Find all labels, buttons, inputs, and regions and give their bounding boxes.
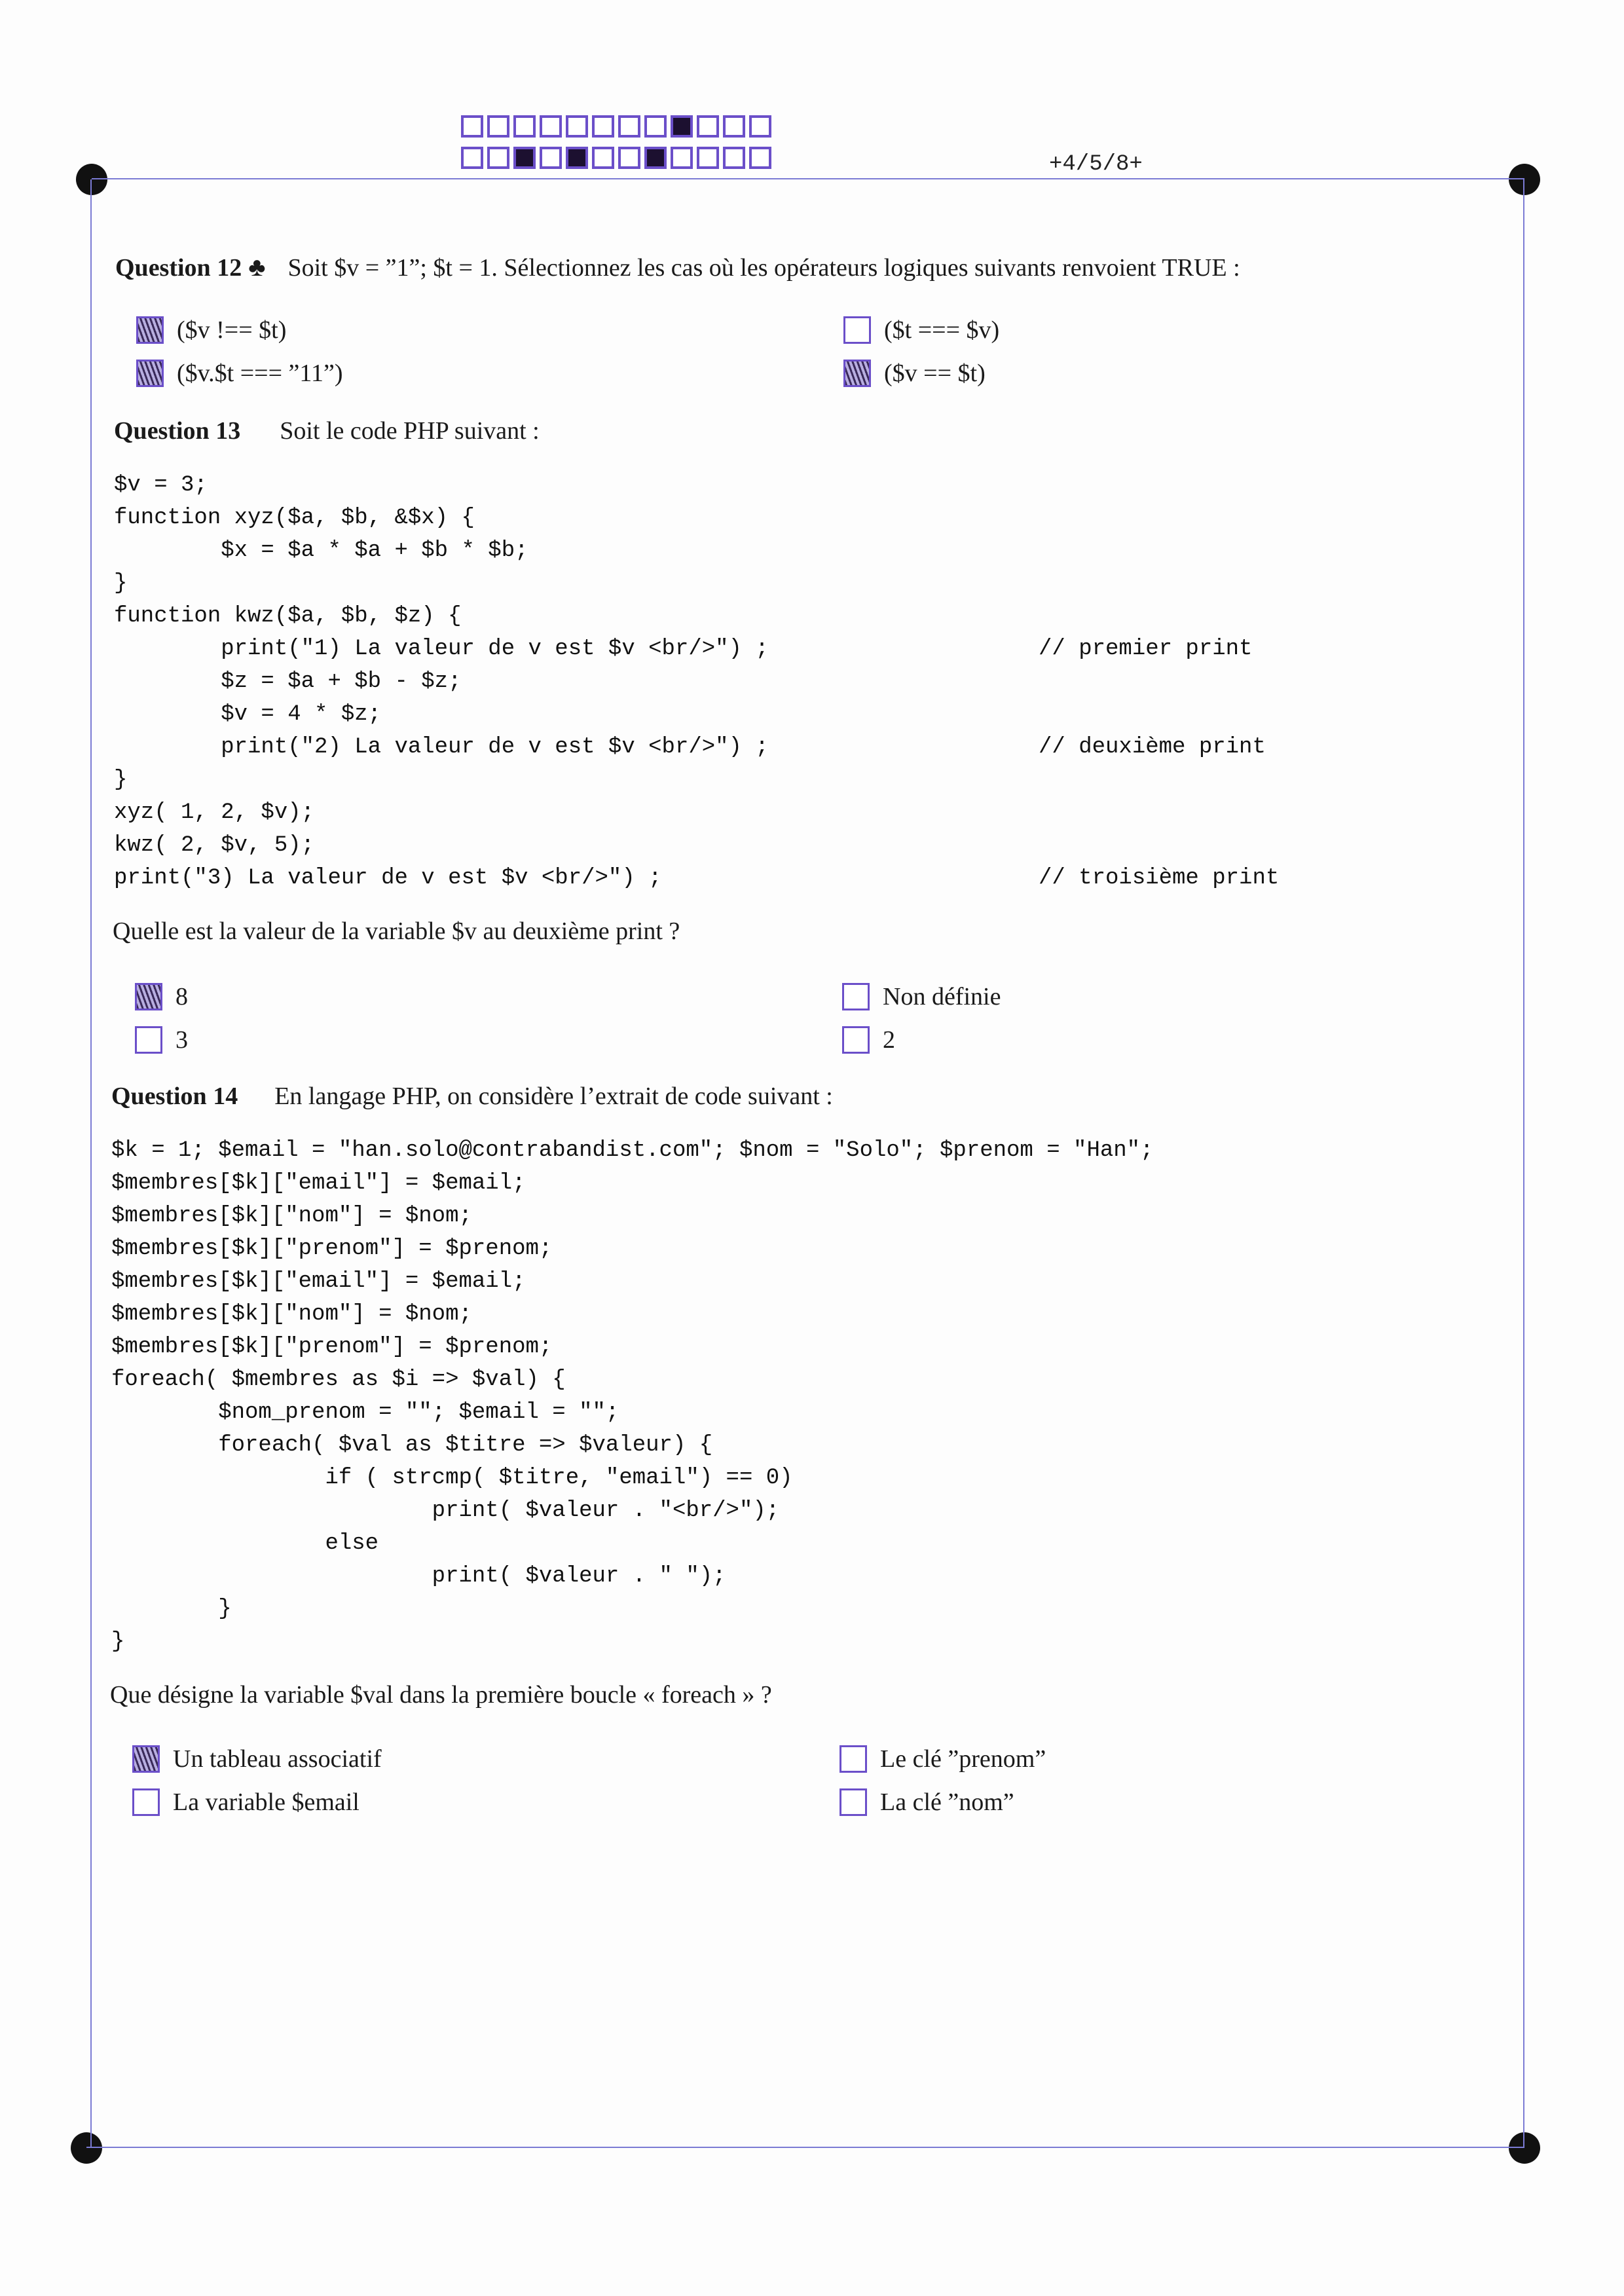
id-grid-cell — [592, 147, 614, 169]
frame-bottom — [86, 2147, 1524, 2148]
q14-option-1[interactable] — [132, 1745, 382, 1773]
q14-prompt: En langage PHP, on considère l’extrait de code suivant : — [274, 1083, 833, 1110]
corner-mark-top-left — [76, 164, 107, 195]
id-grid-cell — [592, 115, 614, 138]
id-grid-cell — [644, 115, 667, 138]
id-grid-cell — [749, 115, 771, 138]
code-comment: // troisième print — [1039, 866, 1280, 891]
q13-header — [114, 417, 540, 445]
checkbox[interactable] — [840, 1788, 867, 1816]
q14-code-block: $k = 1; $email = "han.solo@contrabandist.com"; $nom = "Solo"; $prenom = "Han"; $membres[$k]["email"] = $email; $membres[$k]["nom"] = $nom; $membres[$k]["prenom"] = $prenom; $membres[$k]["email"] = $email; $membres[$k]["nom"] = $nom; $membres[$k]["prenom"] = $prenom; foreach( $membres as $i => $val) { $nom_prenom = ""; $email = ""; foreach( $val as $titre => $valeur) { if ( strcmp( $titre, "email") == 0) print( $valeur . "<br/>"); else print( $valeur . " "); } } — [111, 1138, 1154, 1654]
page-code: +4/5/8+ — [1049, 152, 1143, 177]
corner-mark-bottom-left — [71, 2132, 102, 2164]
option-label: La clé ”nom” — [880, 1788, 1014, 1816]
corner-mark-bottom-right — [1509, 2132, 1540, 2164]
id-grid-row-2 — [461, 147, 775, 169]
option-label: ($v == $t) — [884, 360, 986, 387]
id-grid-cell — [671, 147, 693, 169]
checkbox[interactable] — [132, 1788, 160, 1816]
checkbox[interactable] — [135, 983, 162, 1010]
id-grid-cell — [749, 147, 771, 169]
q13-question: Quelle est la valeur de la variable $v au deuxième print ? — [113, 917, 680, 945]
id-grid-cell — [487, 115, 509, 138]
id-grid-cell — [566, 115, 588, 138]
q14-header — [111, 1082, 833, 1111]
frame-left — [90, 179, 92, 2147]
option-label: 3 — [175, 1026, 188, 1054]
checkbox[interactable] — [842, 1026, 870, 1054]
id-grid-cell — [618, 147, 640, 169]
checkbox[interactable] — [843, 360, 871, 387]
q13-option-4[interactable] — [842, 1026, 895, 1054]
checkbox[interactable] — [135, 1026, 162, 1054]
checkbox[interactable] — [132, 1745, 160, 1773]
q12-option-3[interactable] — [843, 316, 999, 344]
id-grid-cell — [513, 147, 536, 169]
q13-prompt: Soit le code PHP suivant : — [280, 417, 540, 445]
q12-option-1[interactable] — [136, 316, 286, 344]
option-label: 2 — [883, 1026, 895, 1054]
checkbox[interactable] — [136, 360, 164, 387]
club-icon: ♣ — [248, 252, 266, 282]
option-label: ($t === $v) — [884, 316, 1000, 344]
corner-mark-top-right — [1509, 164, 1540, 195]
option-label: ($v !== $t) — [177, 316, 287, 344]
option-label: Non définie — [883, 983, 1001, 1010]
id-grid-cell — [644, 147, 667, 169]
q12-option-2[interactable] — [136, 359, 343, 388]
q14-number: Question 14 — [111, 1083, 238, 1110]
q13-option-2[interactable] — [135, 1026, 188, 1054]
id-grid-cell — [461, 115, 483, 138]
option-label: La variable $email — [173, 1788, 360, 1816]
frame-top — [92, 178, 1524, 179]
code-comment: // deuxième print — [1039, 735, 1266, 760]
checkbox[interactable] — [843, 316, 871, 344]
id-grid-cell — [697, 147, 719, 169]
id-grid-cell — [513, 115, 536, 138]
option-label: 8 — [175, 983, 188, 1010]
option-label: Le clé ”prenom” — [880, 1745, 1046, 1773]
q13-number: Question 13 — [114, 417, 241, 445]
q12-prompt: Soit $v = ”1”; $t = 1. Sélectionnez les cas où les opérateurs logiques suivants renvoient TRUE : — [287, 254, 1240, 282]
q13-option-1[interactable] — [135, 982, 188, 1011]
checkbox[interactable] — [840, 1745, 867, 1773]
q12-option-4[interactable] — [843, 359, 986, 388]
q12-header — [115, 251, 1240, 282]
id-grid-cell — [723, 115, 745, 138]
q12-number: Question 12 — [115, 254, 242, 282]
checkbox[interactable] — [136, 316, 164, 344]
id-grid-cell — [671, 115, 693, 138]
q14-option-2[interactable] — [132, 1788, 360, 1817]
id-grid-row-1 — [461, 115, 775, 138]
option-label: ($v.$t === ”11”) — [177, 360, 343, 387]
q14-option-3[interactable] — [840, 1745, 1046, 1773]
frame-right — [1523, 179, 1524, 2147]
checkbox[interactable] — [842, 983, 870, 1010]
id-grid-cell — [566, 147, 588, 169]
q14-option-4[interactable] — [840, 1788, 1014, 1817]
id-grid-cell — [540, 115, 562, 138]
id-grid-cell — [618, 115, 640, 138]
option-label: Un tableau associatif — [173, 1745, 382, 1773]
id-grid-cell — [723, 147, 745, 169]
id-grid-cell — [697, 115, 719, 138]
id-grid-cell — [461, 147, 483, 169]
q13-option-3[interactable] — [842, 982, 1001, 1011]
id-grid-cell — [540, 147, 562, 169]
code-comment: // premier print — [1039, 637, 1253, 661]
q14-question: Que désigne la variable $val dans la première boucle « foreach » ? — [110, 1681, 772, 1709]
q13-code-block: $v = 3; function xyz($a, $b, &$x) { $x = $a * $a + $b * $b; } function kwz($a, $b, $z) { print("1) La valeur de v est $v <br/>") ; $z = $a + $b - $z; $v = 4 * $z; print("2) La valeur de v est $v <br/>") ; } xyz( 1, 2, $v); kwz( 2, $v, 5); print("3) La valeur de v est $v <br/>") ; — [114, 473, 769, 891]
id-grid-cell — [487, 147, 509, 169]
